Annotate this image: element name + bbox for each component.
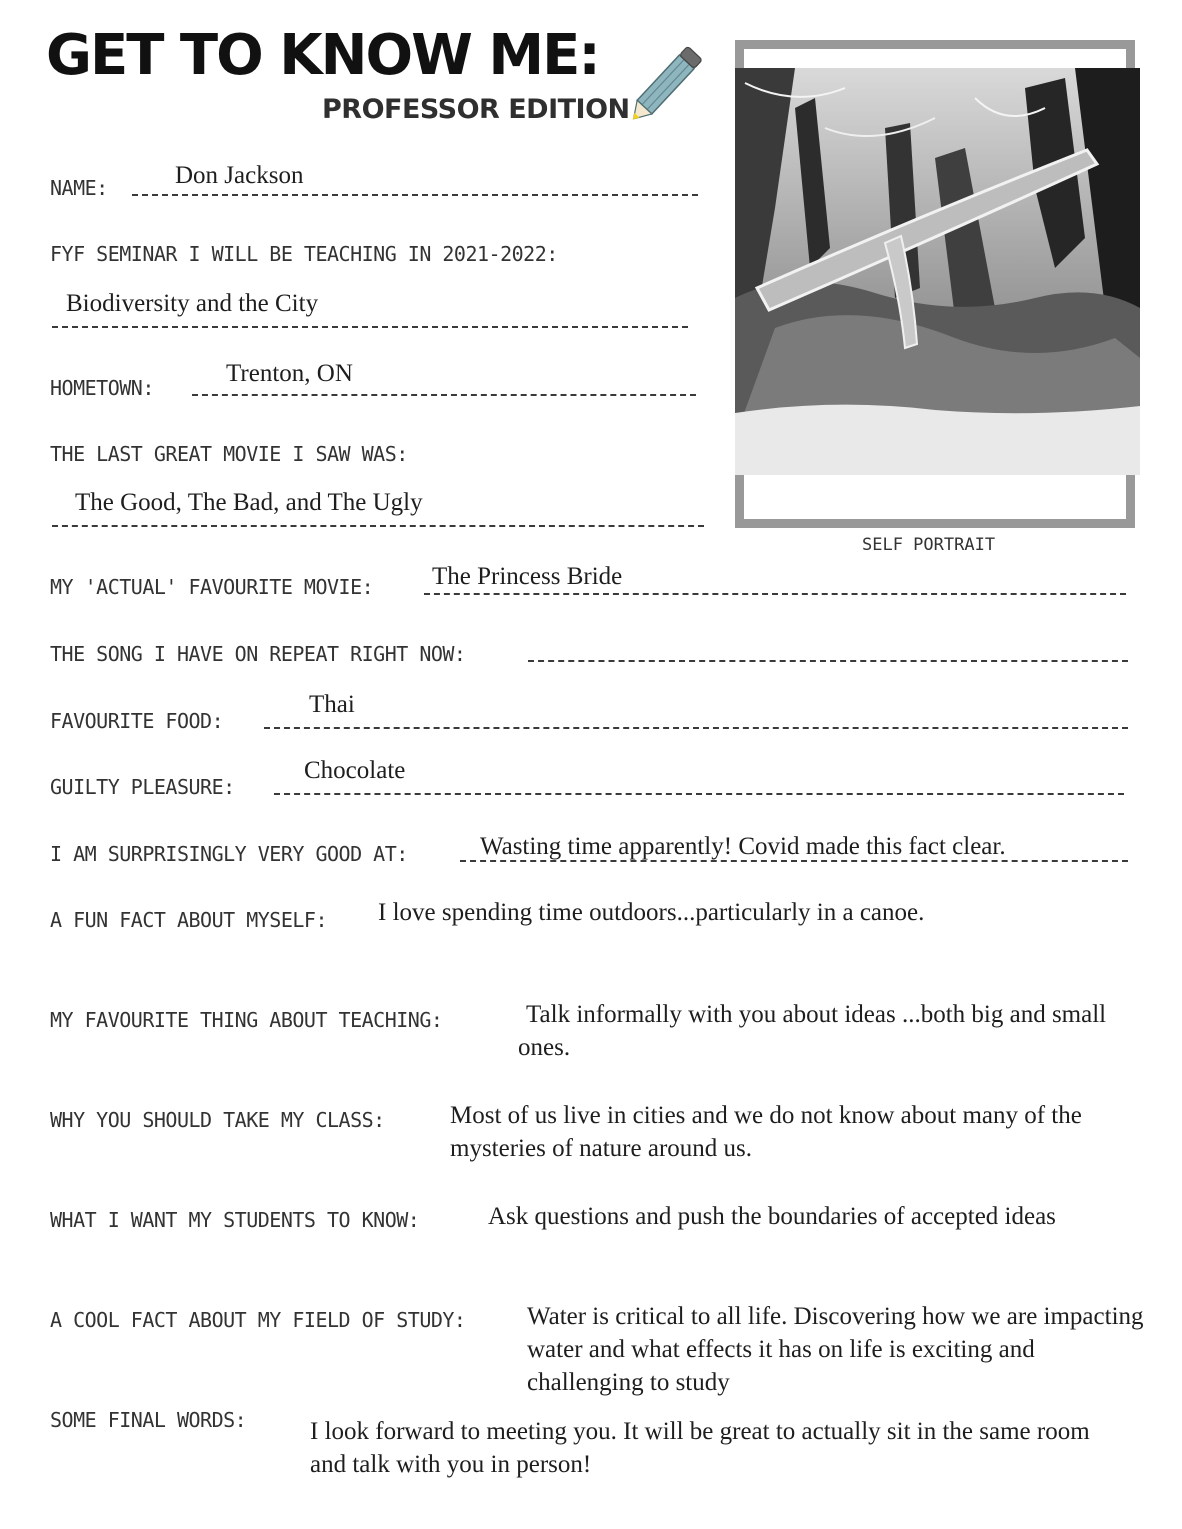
guilty-rule bbox=[274, 793, 1124, 795]
song-rule bbox=[528, 660, 1128, 662]
cool-fact-label: A COOL FACT ABOUT MY FIELD OF STUDY: bbox=[50, 1308, 466, 1332]
food-rule bbox=[264, 727, 1128, 729]
fun-fact-value: I love spending time outdoors...particularly in a canoe. bbox=[378, 899, 925, 926]
fav-movie-rule bbox=[424, 593, 1126, 595]
song-label: THE SONG I HAVE ON REPEAT RIGHT NOW: bbox=[50, 642, 466, 666]
hometown-label: HOMETOWN: bbox=[50, 376, 154, 400]
name-label: NAME: bbox=[50, 176, 108, 200]
pencil-icon bbox=[620, 38, 715, 128]
page-title: GET TO KNOW ME: bbox=[46, 23, 599, 88]
food-label: FAVOURITE FOOD: bbox=[50, 709, 224, 733]
final-words-value: I look forward to meeting you. It will be great to actually sit in the same room and talk with you in person! bbox=[310, 1418, 1090, 1478]
name-value: Don Jackson bbox=[175, 162, 304, 189]
students-know-value: Ask questions and push the boundaries of accepted ideas bbox=[488, 1203, 1056, 1230]
page-subtitle: PROFESSOR EDITION bbox=[322, 94, 630, 125]
fav-teaching-label: MY FAVOURITE THING ABOUT TEACHING: bbox=[50, 1008, 443, 1032]
cool-fact-value: Water is critical to all life. Discovering how we are impacting water and what effects it has on life is exciting and challenging to study bbox=[527, 1303, 1144, 1396]
fun-fact-label: A FUN FACT ABOUT MYSELF: bbox=[50, 908, 327, 932]
last-movie-label: THE LAST GREAT MOVIE I SAW WAS: bbox=[50, 442, 408, 466]
last-movie-value: The Good, The Bad, and The Ugly bbox=[75, 489, 423, 516]
why-class-label: WHY YOU SHOULD TAKE MY CLASS: bbox=[50, 1108, 385, 1132]
fav-movie-label: MY 'ACTUAL' FAVOURITE MOVIE: bbox=[50, 575, 374, 599]
self-portrait-image bbox=[735, 68, 1140, 475]
food-value: Thai bbox=[309, 691, 355, 718]
good-at-rule bbox=[460, 860, 1128, 862]
final-words-label: SOME FINAL WORDS: bbox=[50, 1408, 247, 1432]
why-class-value: Most of us live in cities and we do not know about many of the mysteries of nature around us. bbox=[450, 1102, 1082, 1162]
portrait-caption: SELF PORTRAIT bbox=[862, 535, 996, 555]
good-at-value: Wasting time apparently! Covid made this fact clear. bbox=[480, 833, 1006, 860]
hometown-value: Trenton, ON bbox=[226, 360, 353, 387]
fav-teaching-value: Talk informally with you about ideas ...both big and small ones. bbox=[518, 1001, 1107, 1061]
fav-movie-value: The Princess Bride bbox=[432, 563, 623, 590]
students-know-label: WHAT I WANT MY STUDENTS TO KNOW: bbox=[50, 1208, 420, 1232]
seminar-rule bbox=[52, 326, 688, 328]
guilty-label: GUILTY PLEASURE: bbox=[50, 775, 235, 799]
hometown-rule bbox=[192, 394, 696, 396]
seminar-value: Biodiversity and the City bbox=[66, 290, 319, 317]
seminar-label: FYF SEMINAR I WILL BE TEACHING IN 2021-2022: bbox=[50, 242, 558, 266]
name-rule bbox=[132, 194, 698, 196]
good-at-label: I AM SURPRISINGLY VERY GOOD AT: bbox=[50, 842, 408, 866]
last-movie-rule bbox=[52, 525, 704, 527]
guilty-value: Chocolate bbox=[304, 757, 406, 784]
